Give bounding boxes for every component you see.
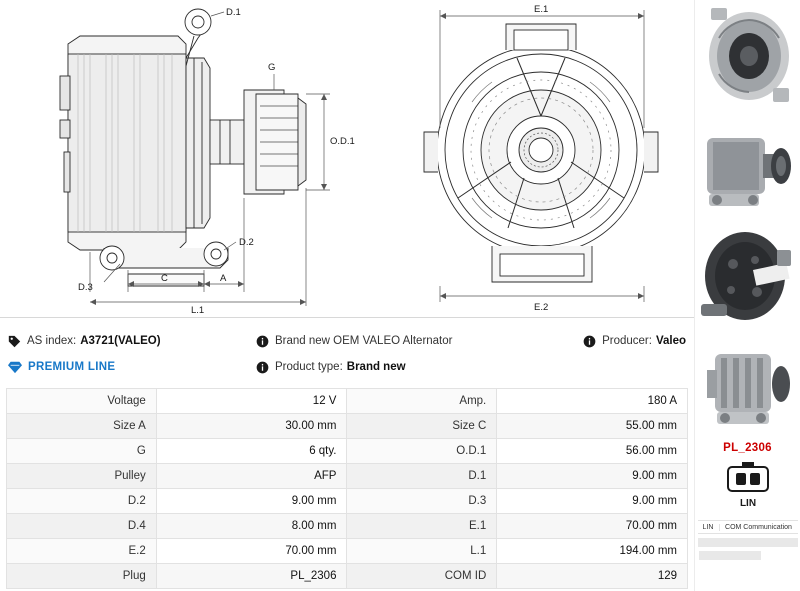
spec-key: Amp. [347,389,497,414]
diamond-icon [8,360,22,374]
producer-cell [566,335,686,348]
spec-key: D.3 [347,489,497,514]
plug-connector-icon [724,462,772,496]
spec-key: G [7,439,157,464]
spec-key: D.1 [347,464,497,489]
spec-value: 56.00 mm [497,439,688,464]
spec-value: PL_2306 [156,564,347,589]
as-index-cell [8,335,256,348]
info-icon-producer [583,335,596,348]
info-row-2 [8,354,686,380]
spec-key: D.4 [7,514,157,539]
lin-code: LIN [698,524,720,531]
dim-label-e2: E.2 [534,302,549,313]
brand-new-oem-cell [256,335,566,348]
product-type-cell [256,361,566,374]
spec-key: Size A [7,414,157,439]
spec-key: COM ID [347,564,497,589]
spec-key: E.2 [7,539,157,564]
spec-value: 194.00 mm [497,539,688,564]
lin-description: COM Communication [725,523,792,531]
table-row [7,414,688,439]
plug-code-label: PL_2306 [723,442,772,454]
dim-label-d1: D.1 [226,7,241,18]
info-icon-product-type [256,361,269,374]
spec-key: E.1 [347,514,497,539]
brand-new-oem-text: Brand new OEM VALEO Alternator [275,335,453,347]
spec-value: 6 qty. [156,439,347,464]
table-row [7,439,688,464]
info-icon [256,335,269,348]
dim-label-e1: E.1 [534,4,549,15]
table-row [7,514,688,539]
dim-label-a: A [220,273,227,284]
spec-value: 9.00 mm [156,489,347,514]
product-type-label: Product type: [275,361,343,373]
as-index-value: A3721(VALEO) [80,335,161,347]
dim-label-d2: D.2 [239,237,254,248]
producer-label: Producer: [602,335,652,347]
spec-value: 180 A [497,389,688,414]
spec-value: 12 V [156,389,347,414]
alternator-front-view-drawing [396,2,686,314]
spec-value: 30.00 mm [156,414,347,439]
product-photo-column [694,0,800,591]
spec-key: Plug [7,564,157,589]
spec-value: 70.00 mm [156,539,347,564]
alternator-side-view-drawing [8,2,368,314]
spec-key: O.D.1 [347,439,497,464]
table-row [7,539,688,564]
product-photo-rear[interactable] [695,220,800,330]
table-row [7,564,688,589]
spec-value: 9.00 mm [497,464,688,489]
premium-line-cell [8,360,256,374]
dim-label-c: C [161,273,168,284]
spec-value: 9.00 mm [497,489,688,514]
spec-key: Pulley [7,464,157,489]
product-photo-front[interactable] [695,0,800,110]
dim-label-l1: L.1 [191,305,205,314]
spec-value: 70.00 mm [497,514,688,539]
tag-icon [8,335,21,348]
product-photo-side-b[interactable] [695,330,800,440]
spec-value: 55.00 mm [497,414,688,439]
spec-value: 129 [497,564,688,589]
product-info-strip [0,318,694,386]
product-type-value: Brand new [346,361,406,373]
placeholder-bar-1 [698,538,798,547]
spec-value: AFP [156,464,347,489]
table-row [7,489,688,514]
spec-key: D.2 [7,489,157,514]
product-photo-side-a[interactable] [695,110,800,220]
dim-label-d3: D.3 [78,282,93,293]
plug-type-label: LIN [739,497,757,509]
spec-value: 8.00 mm [156,514,347,539]
lin-communication-row [698,520,798,534]
as-index-label: AS index: [27,335,77,347]
spec-key: Voltage [7,389,157,414]
dim-label-od1: O.D.1 [330,136,355,147]
premium-line-label: PREMIUM LINE [28,361,116,373]
dim-label-g: G [268,62,276,73]
plug-diagram [695,454,800,516]
spec-key: L.1 [347,539,497,564]
producer-value: Valeo [655,335,686,347]
info-row-1 [8,328,686,354]
table-row [7,464,688,489]
spec-key: Size C [347,414,497,439]
placeholder-bar-2 [699,551,761,560]
specifications-body [7,389,688,589]
table-row [7,389,688,414]
technical-drawings [0,0,694,318]
specifications-table [6,388,688,589]
